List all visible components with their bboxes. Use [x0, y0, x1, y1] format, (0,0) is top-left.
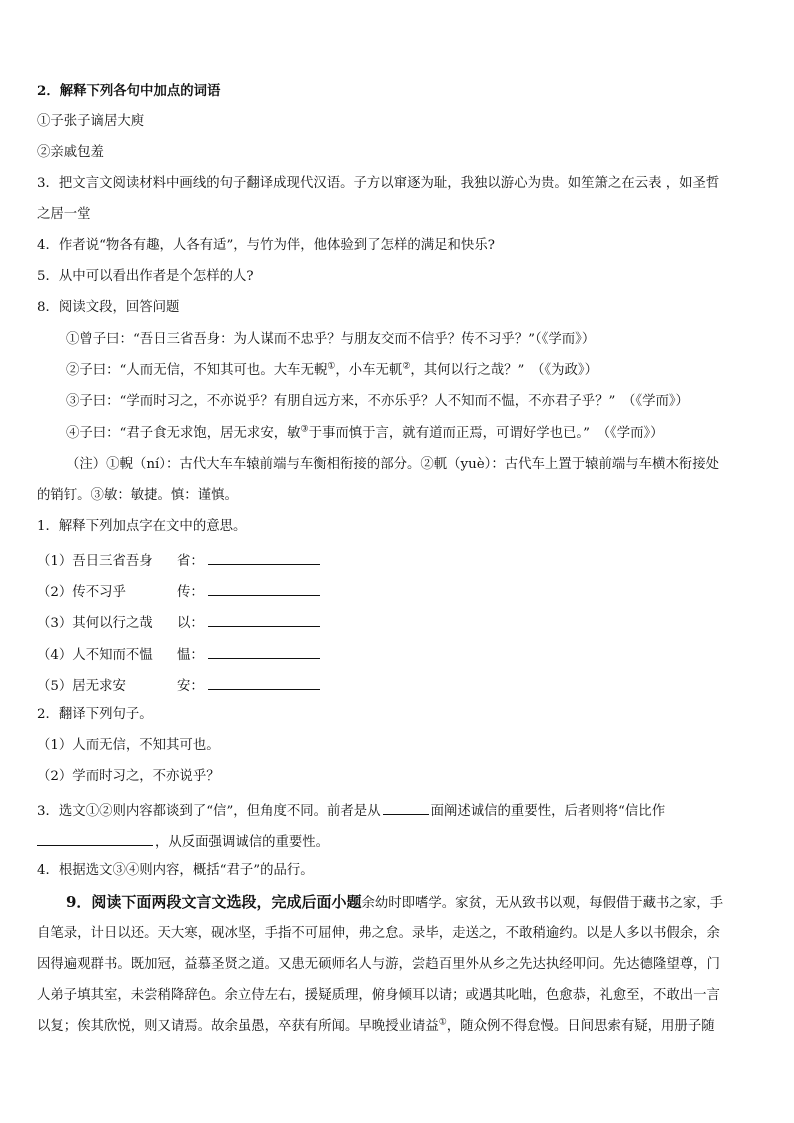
sub-question-2-item-1: （1）人而无信，不知其可也。	[37, 738, 220, 753]
section-9-title: 9．阅读下面两段文言文选段，完成后面小题	[66, 893, 362, 911]
sub-question-3-line-1: 3．选文①②则内容都谈到了“信”，但角度不同。前者是从 面阐述诚信的重要性，后者则将“信比作	[37, 800, 761, 821]
answer-blank[interactable]	[208, 675, 320, 690]
quote-2: ②子曰：“人而无信，不知其可也。大车无輗①，小车无軏②，其何以行之哉？” （《为政》）	[66, 361, 598, 378]
question-2-item-2: ②亲戚包羞	[37, 145, 104, 160]
question-5: 5．从中可以看出作者是个怎样的人?	[37, 269, 254, 284]
section-9-line-1: 9．阅读下面两段文言文选段，完成后面小题余幼时即嗜学。家贫，无从致书以观，每假借于藏书之家，手	[66, 893, 723, 911]
quote-4: ④子曰：“君子食无求饱，居无求安，敏③于事而慎于言，就有道而正焉，可谓好学也已。” （《学而》）	[66, 424, 664, 441]
section-9-line-3: 因得遍观群书。既加冠，益慕圣贤之道。又患无硕师名人与游，尝趋百里外从乡之先达执经叩问。先达德隆望尊，门	[37, 957, 720, 972]
question-2-item-1: ①子张子谪居大庾	[37, 114, 145, 129]
sub-question-1-title: 1．解释下列加点字在文中的意思。	[37, 519, 247, 534]
answer-blank[interactable]	[383, 800, 429, 815]
answer-blank[interactable]	[208, 550, 320, 565]
note-line-1: （注）①輗（ní）：古代大车车辕前端与车衡相衔接的部分。②軏（yuè）：古代车上置于辕前端与车横木衔接处	[66, 457, 719, 472]
note-line-2: 的销钉。③敏：敏捷。慎：谨慎。	[37, 488, 238, 503]
sub-question-2-title: 2．翻译下列句子。	[37, 707, 153, 722]
fill-item: （4）人不知而不愠 愠：	[37, 644, 761, 665]
answer-blank[interactable]	[208, 581, 320, 596]
answer-blank[interactable]	[208, 644, 320, 659]
question-3-line-1: 3．把文言文阅读材料中画线的句子翻译成现代汉语。子方以窜逐为耻，我独以游心为贵。如笙箫之在云表 ，如圣哲	[37, 176, 720, 191]
answer-blank[interactable]	[37, 831, 153, 846]
fill-item: （2）传不习乎 传：	[37, 581, 761, 602]
section-9-line-5: 以复；俟其欣悦，则又请焉。故余虽愚，卒获有所闻。早晚授业请益①，随众例不得怠慢。日间思索有疑，用册子随	[37, 1017, 715, 1034]
question-2-title: 2．解释下列各句中加点的词语	[37, 83, 221, 99]
question-3-line-2: 之居一堂	[37, 207, 91, 222]
quote-3: ③子曰：“学而时习之，不亦说乎？有朋自远方来，不亦乐乎？人不知而不愠，不亦君子乎？” （《学而》）	[66, 394, 689, 409]
sub-question-2-item-2: （2）学而时习之，不亦说乎？	[37, 769, 220, 784]
section-9-line-2: 自笔录，计日以还。天大寒，砚冰坚，手指不可屈伸，弗之怠。录毕，走送之，不敢稍逾约。以是人多以书假余，余	[37, 926, 720, 941]
section-8-title: 8．阅读文段，回答问题	[37, 300, 180, 315]
quote-1: ①曾子曰：“吾日三省吾身：为人谋而不忠乎？与朋友交而不信乎？传不习乎？”（《学而》）	[66, 332, 596, 347]
answer-blank[interactable]	[208, 612, 320, 627]
fill-item: （1）吾日三省吾身 省：	[37, 550, 761, 571]
fill-item: （5）居无求安 安：	[37, 675, 761, 696]
section-9-line-4: 人弟子填其室，未尝稍降辞色。余立侍左右，援疑质理，俯身倾耳以请；或遇其叱咄，色愈恭，礼愈至，不敢出一言	[37, 988, 720, 1003]
sub-question-3-line-2: ，从反面强调诚信的重要性。	[37, 831, 761, 852]
fill-item: （3）其何以行之哉 以：	[37, 612, 761, 633]
question-4: 4．作者说“物各有趣，人各有适”，与竹为伴，他体验到了怎样的满足和快乐?	[37, 238, 495, 253]
sub-question-4: 4．根据选文③④则内容，概括“君子”的品行。	[37, 863, 314, 878]
